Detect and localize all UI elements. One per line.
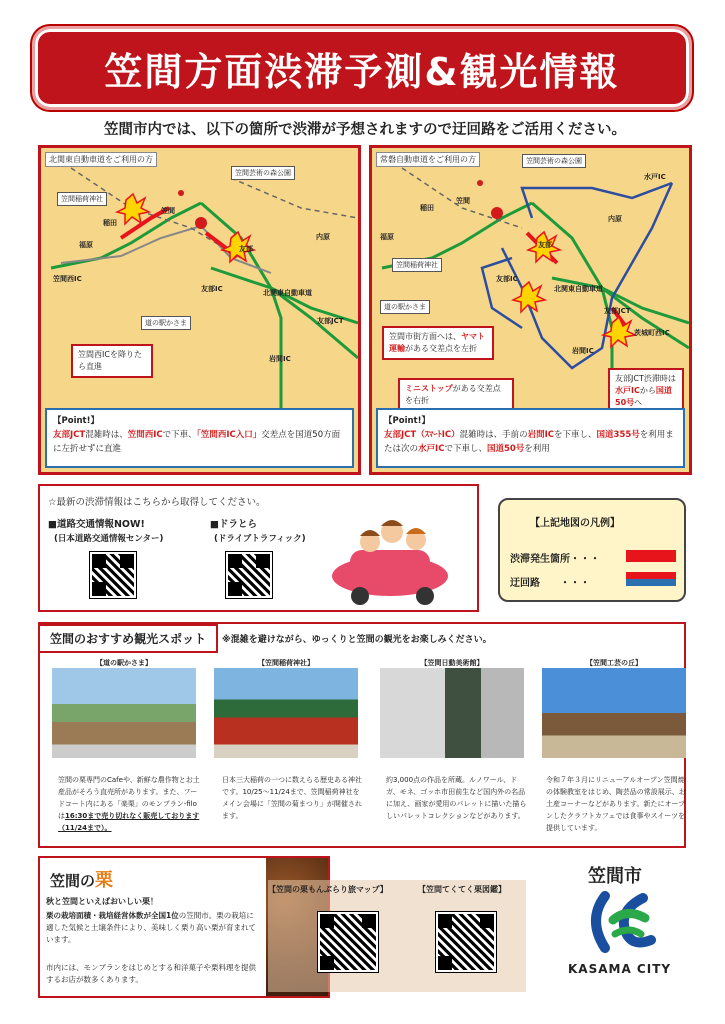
spot-name: 【笠間稲荷神社】 <box>258 659 314 667</box>
place-name: 笠間西IC <box>53 275 82 283</box>
chestnut-title <box>50 866 113 892</box>
map-left <box>38 145 361 475</box>
spot-text: 10/25～11/24まで、笠間稲荷神社をメイン会場に「笠間の菊まつり」が開催されます。 <box>222 788 362 820</box>
point-highlight: 国道355号 <box>596 430 640 440</box>
place-name: 内原 <box>316 233 330 241</box>
spot-description <box>386 774 530 822</box>
qr-code-drive-traffic[interactable] <box>226 552 272 598</box>
chestnut-body-emphasis: 栗の栽培面積・栽培経営体数が全国1位 <box>46 911 179 920</box>
info-heading: ☆最新の渋滞情報はこちらから取得してください。 <box>48 497 266 508</box>
place-name: 友部JCT <box>604 307 631 315</box>
place-name: 友部 <box>538 241 552 249</box>
point-text: 次の <box>401 444 419 454</box>
point-highlight: 友部JCT <box>53 430 86 440</box>
family-car-illustration <box>330 510 470 606</box>
point-text: を利用 <box>524 444 550 454</box>
map-legend <box>498 498 686 602</box>
place-name: 笠間 <box>456 197 470 205</box>
point-text: で下車、 <box>162 430 197 440</box>
place-name: 友部JCT <box>317 317 344 325</box>
point-body <box>53 428 346 456</box>
callout-highlight: ヤマト運輸 <box>389 332 485 353</box>
point-text: 交差点を国道50方面に左折せずに直進 <box>53 430 341 454</box>
map-label: 道の駅かさま <box>141 316 191 330</box>
place-name: 稲田 <box>103 219 117 227</box>
qr1-subtitle: (日本道路交通情報センター) <box>54 534 164 544</box>
spot-description <box>222 774 366 822</box>
intro-text: 笠間市内では、以下の箇所で渋滞が予想されますので迂回路をご活用ください。 <box>104 122 626 138</box>
place-name: 茨城町西IC <box>634 329 670 337</box>
place-name: 稲田 <box>420 204 434 212</box>
spot-text: 令和７年３月にリニューアルオープン <box>546 776 664 784</box>
point-text: を下車し、 <box>554 430 597 440</box>
qr2-title: ■ドラとら <box>210 519 257 530</box>
place-name: 友部IC <box>496 275 518 283</box>
qr1-title: ■道路交通情報NOW! <box>48 519 145 530</box>
place-name: 水戸IC <box>644 173 666 181</box>
spot-text-emphasis: 16:30まで売り切れなく販売しております（11/24まで）。 <box>58 812 200 832</box>
map-left-callout <box>71 344 153 378</box>
callout-highlight: ミニストップ <box>405 384 453 393</box>
place-name: 笠間 <box>161 207 175 215</box>
place-name: 福原 <box>79 241 93 249</box>
spot-name: 【笠間日動美術館】 <box>420 659 484 667</box>
map-right <box>369 145 692 475</box>
callout-text: 友部JCT渋滞時は <box>615 374 676 383</box>
legend-item-congestion: 渋滞発生箇所・・・ <box>510 554 600 565</box>
point-text: 混雑時は、 <box>85 430 128 440</box>
spot-name: 【道の駅かさま】 <box>96 659 152 667</box>
title-banner <box>32 26 692 110</box>
chestnut-qr1-title: 【笠間の栗もんぶらり旅マップ】 <box>268 885 388 894</box>
qr-code-chestnut-guide[interactable] <box>436 912 496 972</box>
spot-description <box>58 774 202 834</box>
map-left-header: 北関東自動車道をご利用の方 <box>45 152 157 167</box>
spot-text: 笠間焼の体験教室をはじめ、陶芸品の常設展示、お土産コーナーなどがあります。新たにオープンしたクラフトカフェでは食事やスイーツを提供しています。 <box>546 776 686 832</box>
callout-text: がある交差点を左折 <box>405 344 477 353</box>
chestnut-body-2: 市内には、モンブランをはじめとする和洋菓子や栗料理を提供するお店が数多くあります。 <box>46 963 256 984</box>
photo-inari-shrine <box>214 668 358 758</box>
map-right-point <box>376 408 685 468</box>
place-name: 岩間IC <box>572 347 594 355</box>
point-body <box>384 428 677 456</box>
map-right-header: 常磐自動車道をご利用の方 <box>376 152 480 167</box>
photo-craft-hill <box>542 668 686 758</box>
place-name: 内原 <box>608 215 622 223</box>
place-name: 岩間IC <box>269 355 291 363</box>
point-highlight: 笠間西IC <box>127 430 163 440</box>
point-text: で下車し、 <box>444 444 487 454</box>
point-highlight: 水戸IC <box>418 444 445 454</box>
spot-description <box>546 774 690 834</box>
legend-title: 【上記地図の凡例】 <box>530 518 620 529</box>
qr-code-road-traffic[interactable] <box>90 552 136 598</box>
qr2-subtitle: (ドライブトラフィック) <box>214 534 306 544</box>
city-name-jp: 笠間市 <box>588 866 642 887</box>
spot-text: 約3,000点の作品を所蔵。 <box>386 776 470 784</box>
point-highlight: 友部JCT（ｽﾏｰﾄIC） <box>384 430 460 440</box>
callout-text: から <box>639 386 656 395</box>
point-highlight: 国道50号 <box>486 444 525 454</box>
place-name: 北関東自動車道 <box>554 285 603 293</box>
qr-code-chestnut-map[interactable] <box>318 912 378 972</box>
point-text: を利用または <box>384 430 674 454</box>
callout-text: がある交差点を右折 <box>405 384 501 405</box>
legend-item-detour: 迂回路 ・・・ <box>510 578 590 589</box>
sightseeing-title: 笠間のおすすめ観光スポット <box>38 624 218 653</box>
point-title: 【Point!】 <box>384 416 430 426</box>
traffic-info-box <box>38 484 479 612</box>
spot-text: 笠間の栗専門のCafeや、新鮮な農作物とお土産品がそろう直売所があります。 <box>58 776 200 796</box>
chestnut-title-accent: 栗 <box>95 870 114 891</box>
callout-highlight: 国道50号 <box>615 386 672 407</box>
callout-highlight: 水戸IC <box>615 386 640 395</box>
spot-name: 【笠間工芸の丘】 <box>586 659 642 667</box>
spot-text: また、フードコート内にある「楽栗」のモンブラン-filoは <box>58 788 198 820</box>
callout-text: へ <box>634 398 643 407</box>
kasama-city-logo <box>585 890 665 954</box>
place-name: 友部IC <box>201 285 223 293</box>
legend-swatch-congestion <box>626 550 676 562</box>
point-highlight: 岩間IC <box>527 430 555 440</box>
legend-swatch-detour <box>626 572 676 586</box>
chestnut-lead: 秋と笠間といえばおいしい栗！ <box>46 897 158 906</box>
map-right-callout-1 <box>382 326 494 360</box>
map-label: 笠間稲荷神社 <box>57 192 107 206</box>
map-right-callout-2 <box>398 378 514 412</box>
city-name-en: KASAMA CITY <box>568 962 672 976</box>
place-name: 友部 <box>239 245 253 253</box>
chestnut-body-text: の笠間市。栗の栽培に適した気候と土壌条件により、美味しく栗り高い栗が育まれています。 <box>46 911 256 944</box>
chestnut-title-text: 笠間の <box>50 872 96 890</box>
place-name: 福原 <box>380 233 394 241</box>
chestnut-body <box>46 910 260 946</box>
spot-text: ルノワール、ドガ、モネ、ゴッホ市田前生など国内外の名品に加え、画家が愛用のパレットに描いた描らしいパレットコレクションなどがあります。 <box>386 776 527 820</box>
photo-nichido-museum <box>380 668 524 758</box>
photo-michinoeki <box>52 668 196 758</box>
spot-text: 日本三大稲荷の一つに数えらる歴史ある神社です。 <box>222 776 362 796</box>
callout-text: 笠間市街方面へは、 <box>389 332 461 341</box>
map-label: 道の駅かさま <box>380 300 430 314</box>
place-name: 北関東自動車道 <box>263 289 312 297</box>
page-title: 笠間方面渋滞予測&観光情報 <box>104 49 620 94</box>
callout-text: 笠間西ICを降りたら直進 <box>78 350 142 371</box>
map-label: 笠間芸術の森公園 <box>231 166 295 180</box>
point-highlight: 「笠間西IC入口」 <box>196 430 262 440</box>
point-title: 【Point!】 <box>53 416 99 426</box>
chestnut-qr2-title: 【笠間てくてく栗図鑑】 <box>418 885 506 894</box>
map-label: 笠間芸術の森公園 <box>522 154 586 168</box>
point-text: 混雑時は、手前の <box>459 430 528 440</box>
map-label: 笠間稲荷神社 <box>392 258 442 272</box>
map-left-point <box>45 408 354 468</box>
sightseeing-subtitle: ※混雑を避けながら、ゆっくりと笠間の観光をお楽しみください。 <box>222 635 492 645</box>
